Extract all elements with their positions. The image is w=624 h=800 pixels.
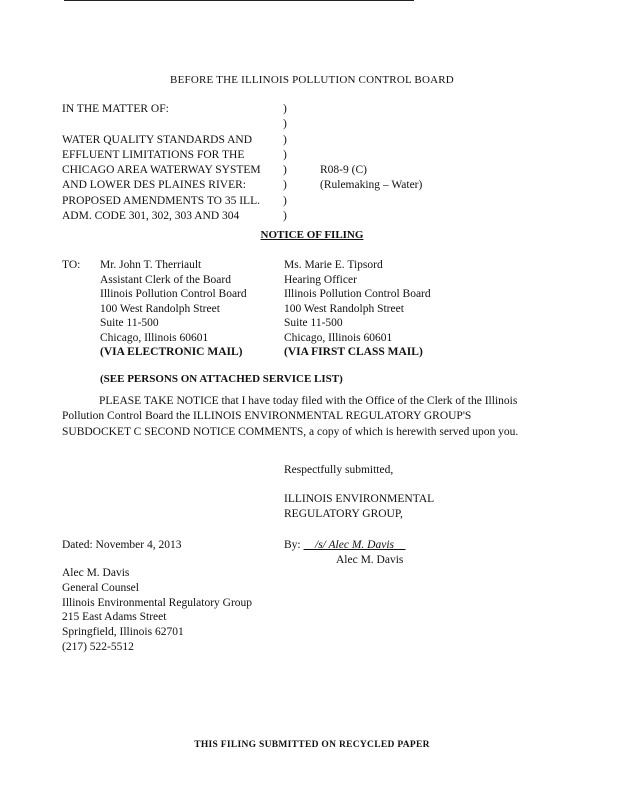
recipient-street: 100 West Randolph Street xyxy=(284,302,404,315)
contact-line: General Counsel xyxy=(62,581,139,594)
respectfully-submitted: Respectfully submitted, xyxy=(284,464,394,476)
recipient-hearing-officer xyxy=(284,258,431,360)
top-rule xyxy=(64,0,414,1)
recipient-name: Ms. Marie E. Tipsord xyxy=(284,259,383,271)
contact-block xyxy=(62,566,252,655)
board-heading: BEFORE THE ILLINOIS POLLUTION CONTROL BOARD xyxy=(170,74,454,86)
recipient-org: Illinois Pollution Control Board xyxy=(284,288,431,300)
recipient-clerk xyxy=(100,258,247,360)
rulemaking-type: (Rulemaking – Water) xyxy=(320,179,423,192)
contact-line: Springfield, Illinois 62701 xyxy=(62,626,184,639)
docket-block xyxy=(320,163,422,194)
notice-title: NOTICE OF FILING xyxy=(260,229,364,241)
caption-line: IN THE MATTER OF: xyxy=(62,103,169,115)
caption-line: ADM. CODE 301, 302, 303 AND 304 xyxy=(62,210,240,223)
caption-line xyxy=(62,117,261,132)
organization-line: ILLINOIS ENVIRONMENTAL xyxy=(284,493,435,505)
recipient-title: Hearing Officer xyxy=(284,273,357,286)
organization-line: REGULATORY GROUP, xyxy=(284,508,403,520)
caption-paren: ) xyxy=(283,210,287,223)
caption-line: CHICAGO AREA WATERWAY SYSTEM xyxy=(62,164,261,177)
signature-line xyxy=(284,538,406,553)
caption-line: AND LOWER DES PLAINES RIVER: xyxy=(62,179,246,192)
contact-line: Alec M. Davis xyxy=(62,567,130,579)
organization-block xyxy=(284,492,434,522)
caption-paren: ) xyxy=(283,133,287,146)
recipient-org: Illinois Pollution Control Board xyxy=(100,288,247,300)
service-list-note: (SEE PERSONS ON ATTACHED SERVICE LIST) xyxy=(100,373,343,385)
caption-paren: ) xyxy=(283,164,287,177)
contact-line: Illinois Environmental Regulatory Group xyxy=(62,596,253,609)
caption-line: WATER QUALITY STANDARDS AND xyxy=(62,133,252,146)
recipient-street: 100 West Randolph Street xyxy=(100,302,220,315)
recipient-city: Chicago, Illinois 60601 xyxy=(100,331,209,344)
case-caption xyxy=(62,102,261,224)
caption-line: EFFLUENT LIMITATIONS FOR THE xyxy=(62,148,245,161)
docket-number: R08-9 (C) xyxy=(320,164,367,176)
notice-paragraph xyxy=(62,394,532,440)
to-label: TO: xyxy=(62,259,81,271)
caption-paren: ) xyxy=(283,194,287,207)
dated-line: Dated: November 4, 2013 xyxy=(62,539,182,551)
recipient-suite: Suite 11-500 xyxy=(100,317,159,329)
contact-line: 215 East Adams Street xyxy=(62,611,167,624)
recipient-method: (VIA FIRST CLASS MAIL) xyxy=(284,346,423,358)
by-label: By: xyxy=(284,539,301,551)
caption-paren: ) xyxy=(283,118,287,131)
signature: /s/ Alec M. Davis xyxy=(303,539,406,551)
recipient-city: Chicago, Illinois 60601 xyxy=(284,331,393,344)
caption-paren: ) xyxy=(283,103,287,115)
recipient-name: Mr. John T. Therriault xyxy=(100,259,202,271)
caption-parens xyxy=(283,102,287,224)
recipient-title: Assistant Clerk of the Board xyxy=(100,273,231,286)
caption-paren: ) xyxy=(283,148,287,161)
caption-paren: ) xyxy=(283,179,287,192)
recycled-paper-footer: THIS FILING SUBMITTED ON RECYCLED PAPER xyxy=(194,740,430,750)
contact-line: (217) 522-5512 xyxy=(62,640,134,653)
recipient-method: (VIA ELECTRONIC MAIL) xyxy=(100,346,243,358)
signer-name: Alec M. Davis xyxy=(336,554,404,566)
caption-line: PROPOSED AMENDMENTS TO 35 ILL. xyxy=(62,194,260,207)
recipient-suite: Suite 11-500 xyxy=(284,317,343,329)
notice-paragraph-text: PLEASE TAKE NOTICE that I have today filed with the Office of the Clerk of the Illinois Pollution Control Board the ILLINOIS ENVIRONMENTAL REGULATORY GROUP'S SUBDOCKET C SECOND NOTICE COMMENTS, a copy of which is herewith served upon you. xyxy=(62,395,519,438)
